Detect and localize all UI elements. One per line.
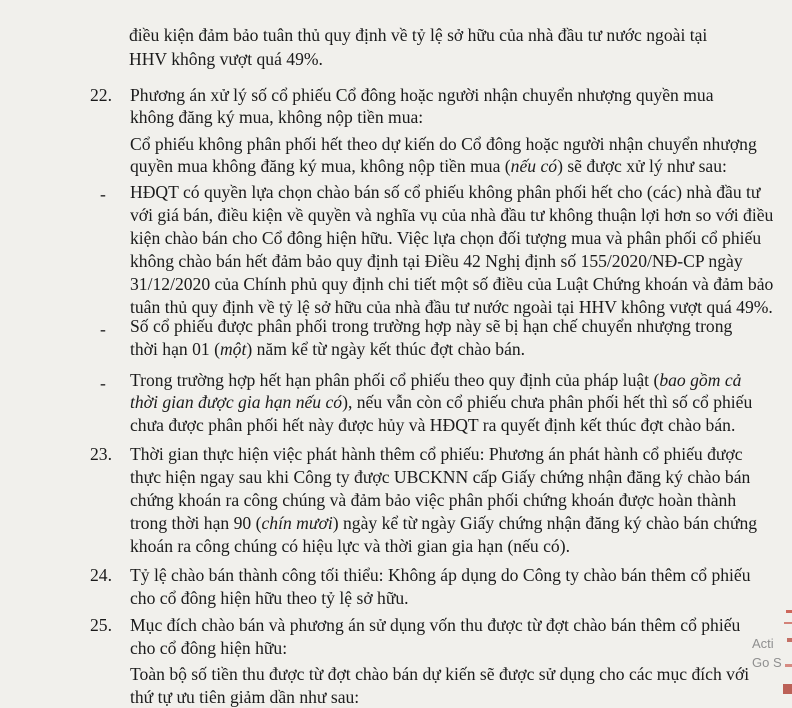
bullet-3-line-2: thời gian được gia hạn nếu có), nếu vẫn còn cổ phiếu chưa phân phối hết thì số cổ phiếu: [130, 392, 753, 412]
bullet-1-line-2: với giá bán, điều kiện về quyền và nghĩa vụ của nhà đầu tư không thuận lợi hơn so với điều: [130, 205, 774, 225]
section-25-number: 25.: [90, 615, 112, 635]
section-24-line-1: Tỷ lệ chào bán thành công tối thiểu: Không áp dụng do Công ty chào bán thêm cổ phiếu: [130, 565, 751, 585]
bullet-3-line-1: Trong trường hợp hết hạn phân phối cổ phiếu theo quy định của pháp luật (bao gồm cả: [130, 370, 742, 390]
section-22-title-line-2: không đăng ký mua, không nộp tiền mua:: [130, 107, 424, 127]
section-25-line-2: cho cổ đông hiện hữu:: [130, 638, 288, 658]
section-22-para-line-2: quyền mua không đăng ký mua, không nộp tiền mua (nếu có) sẽ được xử lý như sau:: [130, 156, 727, 176]
section-24-number: 24.: [90, 565, 112, 585]
bullet-dash: -: [100, 319, 106, 339]
bullet-1-line-4: không chào bán hết đảm bảo quy định tại Điều 42 Nghị định số 155/2020/NĐ-CP ngày: [130, 251, 743, 271]
bullet-1-line-1: HĐQT có quyền lựa chọn chào bán số cổ phiếu không phân phối hết cho (các) nhà đầu tư: [130, 182, 761, 202]
activation-watermark-line-2: Go S: [752, 655, 782, 670]
section-23-line-2: thực hiện ngay sau khi Công ty được UBCKNN cấp Giấy chứng nhận đăng ký chào bán: [130, 467, 751, 487]
section-22-number: 22.: [90, 85, 112, 105]
activation-watermark-line-1: Acti: [752, 636, 774, 651]
section-23-line-3: chứng khoán ra công chúng và đảm bảo việc phân phối chứng khoán được hoàn thành: [130, 490, 737, 510]
section-25-line-3: Toàn bộ số tiền thu được từ đợt chào bán dự kiến sẽ được sử dụng cho các mục đích với: [130, 664, 750, 684]
section-22-para-line-1: Cổ phiếu không phân phối hết theo dự kiến do Cổ đông hoặc người nhận chuyển nhượng: [130, 134, 757, 154]
section-23-number: 23.: [90, 444, 112, 464]
section-25-line-4: thứ tự ưu tiên giảm dần như sau:: [130, 687, 360, 707]
bullet-1-line-6: tuân thủ quy định về tỷ lệ sở hữu của nhà đầu tư nước ngoài tại HHV không vượt quá 49%.: [130, 297, 773, 317]
section-22-title-line-1: Phương án xử lý số cổ phiếu Cổ đông hoặc người nhận chuyển nhượng quyền mua: [130, 85, 714, 105]
bullet-dash: -: [100, 373, 106, 393]
section-23-line-5: khoán ra công chúng có hiệu lực và thời gian gia hạn (nếu có).: [130, 536, 570, 556]
intro-line-1: điều kiện đảm bảo tuân thủ quy định về tỷ lệ sở hữu của nhà đầu tư nước ngoài tại: [129, 25, 708, 45]
bullet-3-line-3: chưa được phân phối hết này được hủy và HĐQT ra quyết định kết thúc đợt chào bán.: [130, 415, 736, 435]
section-23-line-1: Thời gian thực hiện việc phát hành thêm cổ phiếu: Phương án phát hành cổ phiếu được: [130, 444, 743, 464]
section-25-line-1: Mục đích chào bán và phương án sử dụng vốn thu được từ đợt chào bán thêm cổ phiếu: [130, 615, 741, 635]
intro-line-2: HHV không vượt quá 49%.: [129, 49, 323, 69]
bullet-2-line-1: Số cổ phiếu được phân phối trong trường hợp này sẽ bị hạn chế chuyển nhượng trong: [130, 316, 733, 336]
section-24-line-2: cho cổ đông hiện hữu theo tỷ lệ sở hữu.: [130, 588, 409, 608]
bullet-1-line-3: kiện chào bán cho Cổ đông hiện hữu. Việc lựa chọn đối tượng mua và phân phối cổ phiếu: [130, 228, 762, 248]
bullet-dash: -: [100, 184, 106, 204]
bullet-2-line-2: thời hạn 01 (một) năm kể từ ngày kết thúc đợt chào bán.: [130, 339, 526, 359]
stamp-fragment: [776, 598, 792, 697]
section-23-line-4: trong thời hạn 90 (chín mươi) ngày kể từ ngày Giấy chứng nhận đăng ký chào bán chứng: [130, 513, 758, 533]
bullet-1-line-5: 31/12/2020 của Chính phủ quy định chi tiết một số điều của Luật Chứng khoán và đảm bảo: [130, 274, 774, 294]
